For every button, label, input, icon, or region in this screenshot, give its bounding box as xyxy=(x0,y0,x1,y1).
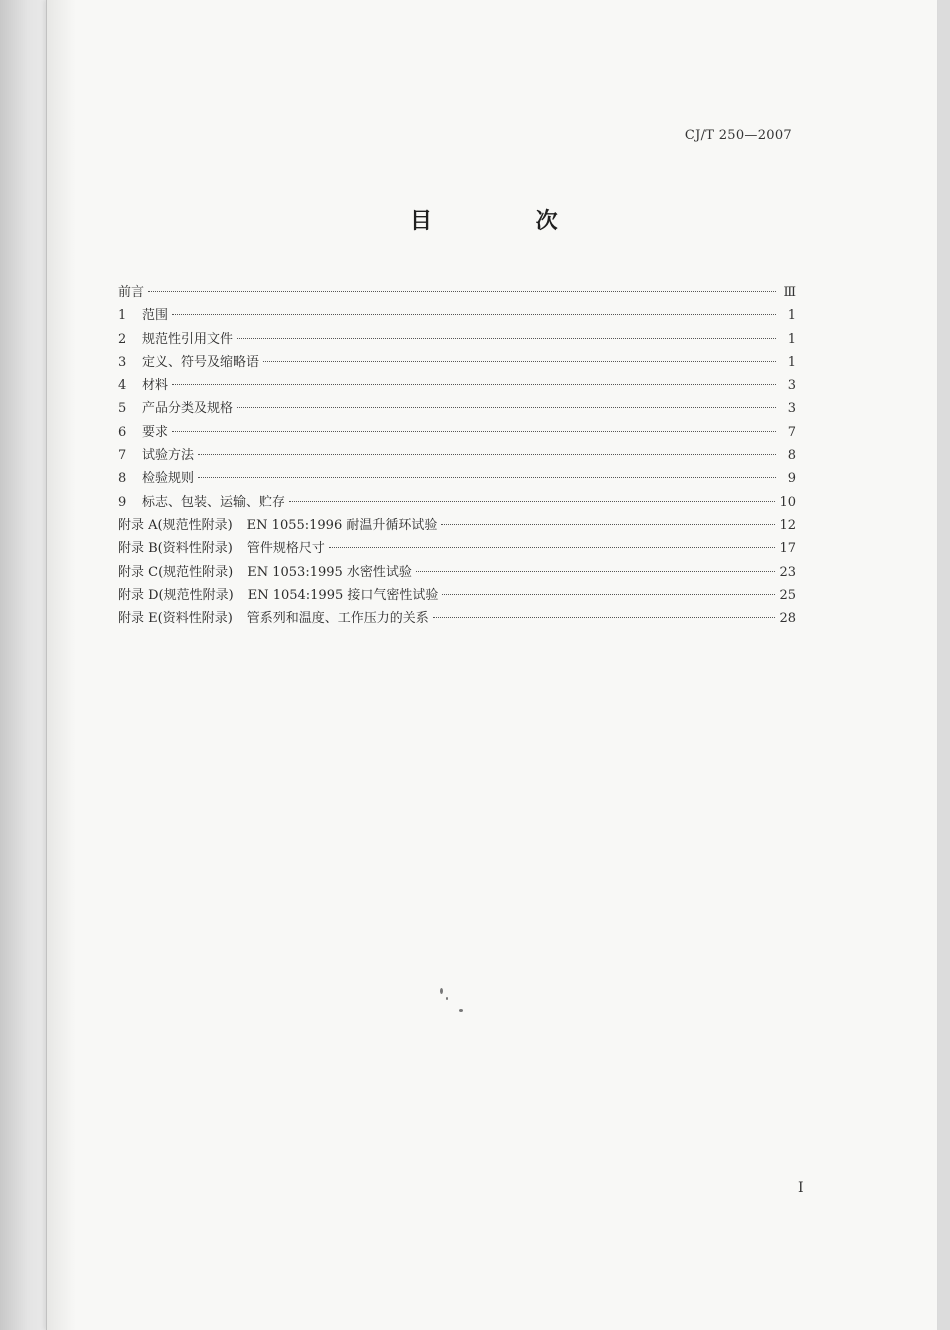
toc-leader-dots xyxy=(198,454,776,455)
toc-entry-8[interactable] xyxy=(118,467,796,490)
toc-entry-appendix-c[interactable] xyxy=(118,561,796,584)
toc-entry-number: 2 xyxy=(118,331,127,347)
toc-entry-number: 4 xyxy=(118,378,127,394)
toc-leader-dots xyxy=(198,477,776,478)
toc-entry-appendix-e[interactable] xyxy=(118,607,796,630)
toc-entry-number: 8 xyxy=(118,471,127,487)
toc-leader-dots xyxy=(263,361,776,362)
toc-appendix-label: 附录 E(资料性附录) xyxy=(118,611,233,627)
toc-appendix-label: 附录 B(资料性附录) xyxy=(118,541,233,557)
toc-appendix-title: 管件规格尺寸 xyxy=(246,541,325,557)
toc-appendix-title: 管系列和温度、工作压力的关系 xyxy=(246,611,429,627)
scan-speck xyxy=(446,997,448,1000)
table-of-contents xyxy=(118,281,796,630)
toc-leader-dots xyxy=(289,501,775,502)
toc-leader-dots xyxy=(172,314,776,315)
toc-entry-1[interactable] xyxy=(118,304,796,327)
toc-leader-dots xyxy=(237,407,776,408)
toc-entry-label: 标志、包装、运输、贮存 xyxy=(142,494,286,510)
toc-entry-label: 要求 xyxy=(142,424,169,440)
toc-entry-6[interactable] xyxy=(118,421,796,444)
toc-entry-number: 1 xyxy=(118,308,127,324)
toc-entry-9[interactable] xyxy=(118,491,796,514)
toc-entry-5[interactable] xyxy=(118,397,796,420)
toc-appendix-title: EN 1053:1995 水密性试验 xyxy=(247,564,412,580)
toc-entry-label: 规范性引用文件 xyxy=(142,331,234,347)
toc-entry-page: 28 xyxy=(779,611,796,627)
toc-leader-dots xyxy=(433,617,776,618)
toc-leader-dots xyxy=(148,291,776,292)
toc-appendix-title: EN 1055:1996 耐温升循环试验 xyxy=(246,517,438,533)
toc-entry-page: 25 xyxy=(779,587,796,603)
toc-entry-3[interactable] xyxy=(118,351,796,374)
standard-number: CJ/T 250—2007 xyxy=(684,128,792,143)
toc-entry-appendix-d[interactable] xyxy=(118,584,796,607)
toc-appendix-label: 附录 C(规范性附录) xyxy=(118,564,234,580)
toc-entry-appendix-b[interactable] xyxy=(118,537,796,560)
toc-leader-dots xyxy=(172,431,776,432)
toc-entry-page: 1 xyxy=(787,354,796,370)
scan-speck xyxy=(459,1009,463,1012)
toc-entry-page: Ⅲ xyxy=(783,285,796,300)
toc-entry-page: 17 xyxy=(779,541,796,557)
toc-entry-label: 试验方法 xyxy=(142,448,195,464)
toc-entry-page: 12 xyxy=(779,517,796,533)
toc-leader-dots xyxy=(442,594,775,595)
toc-entry-page: 1 xyxy=(787,308,796,324)
toc-appendix-label: 附录 D(规范性附录) xyxy=(118,587,234,603)
toc-leader-dots xyxy=(172,384,776,385)
toc-leader-dots xyxy=(329,547,776,548)
toc-entry-label: 范围 xyxy=(142,308,169,324)
binding-shadow xyxy=(46,0,76,1330)
toc-entry-page: 7 xyxy=(787,424,796,440)
toc-entry-2[interactable] xyxy=(118,328,796,351)
toc-entry-appendix-a[interactable] xyxy=(118,514,796,537)
toc-entry-page: 3 xyxy=(787,401,796,417)
document-page xyxy=(46,0,937,1330)
page-number: I xyxy=(798,1180,804,1196)
toc-entry-label: 材料 xyxy=(142,378,169,394)
toc-entry-4[interactable] xyxy=(118,374,796,397)
toc-entry-label: 产品分类及规格 xyxy=(142,401,234,417)
toc-appendix-label: 附录 A(规范性附录) xyxy=(118,517,233,533)
toc-entry-page: 8 xyxy=(787,448,796,464)
toc-entry-number: 6 xyxy=(118,424,127,440)
toc-entry-page: 1 xyxy=(787,331,796,347)
toc-entry-label: 检验规则 xyxy=(142,471,195,487)
toc-entry-number: 5 xyxy=(118,401,127,417)
toc-entry-page: 10 xyxy=(779,494,796,510)
toc-entry-label: 前言 xyxy=(118,285,145,300)
toc-entry-number: 3 xyxy=(118,354,127,370)
toc-appendix-title: EN 1054:1995 接口气密性试验 xyxy=(247,587,439,603)
toc-entry-number: 9 xyxy=(118,494,127,510)
toc-leader-dots xyxy=(237,338,776,339)
toc-entry-7[interactable] xyxy=(118,444,796,467)
toc-entry-label: 定义、符号及缩略语 xyxy=(142,354,260,370)
toc-entry-page: 3 xyxy=(787,378,796,394)
toc-entry-page: 23 xyxy=(779,564,796,580)
toc-entry-foreword[interactable] xyxy=(118,281,796,304)
toc-leader-dots xyxy=(441,524,775,525)
toc-entry-page: 9 xyxy=(787,471,796,487)
toc-title: 目 次 xyxy=(410,208,606,234)
scan-speck xyxy=(440,988,443,994)
toc-leader-dots xyxy=(416,571,776,572)
toc-entry-number: 7 xyxy=(118,448,127,464)
